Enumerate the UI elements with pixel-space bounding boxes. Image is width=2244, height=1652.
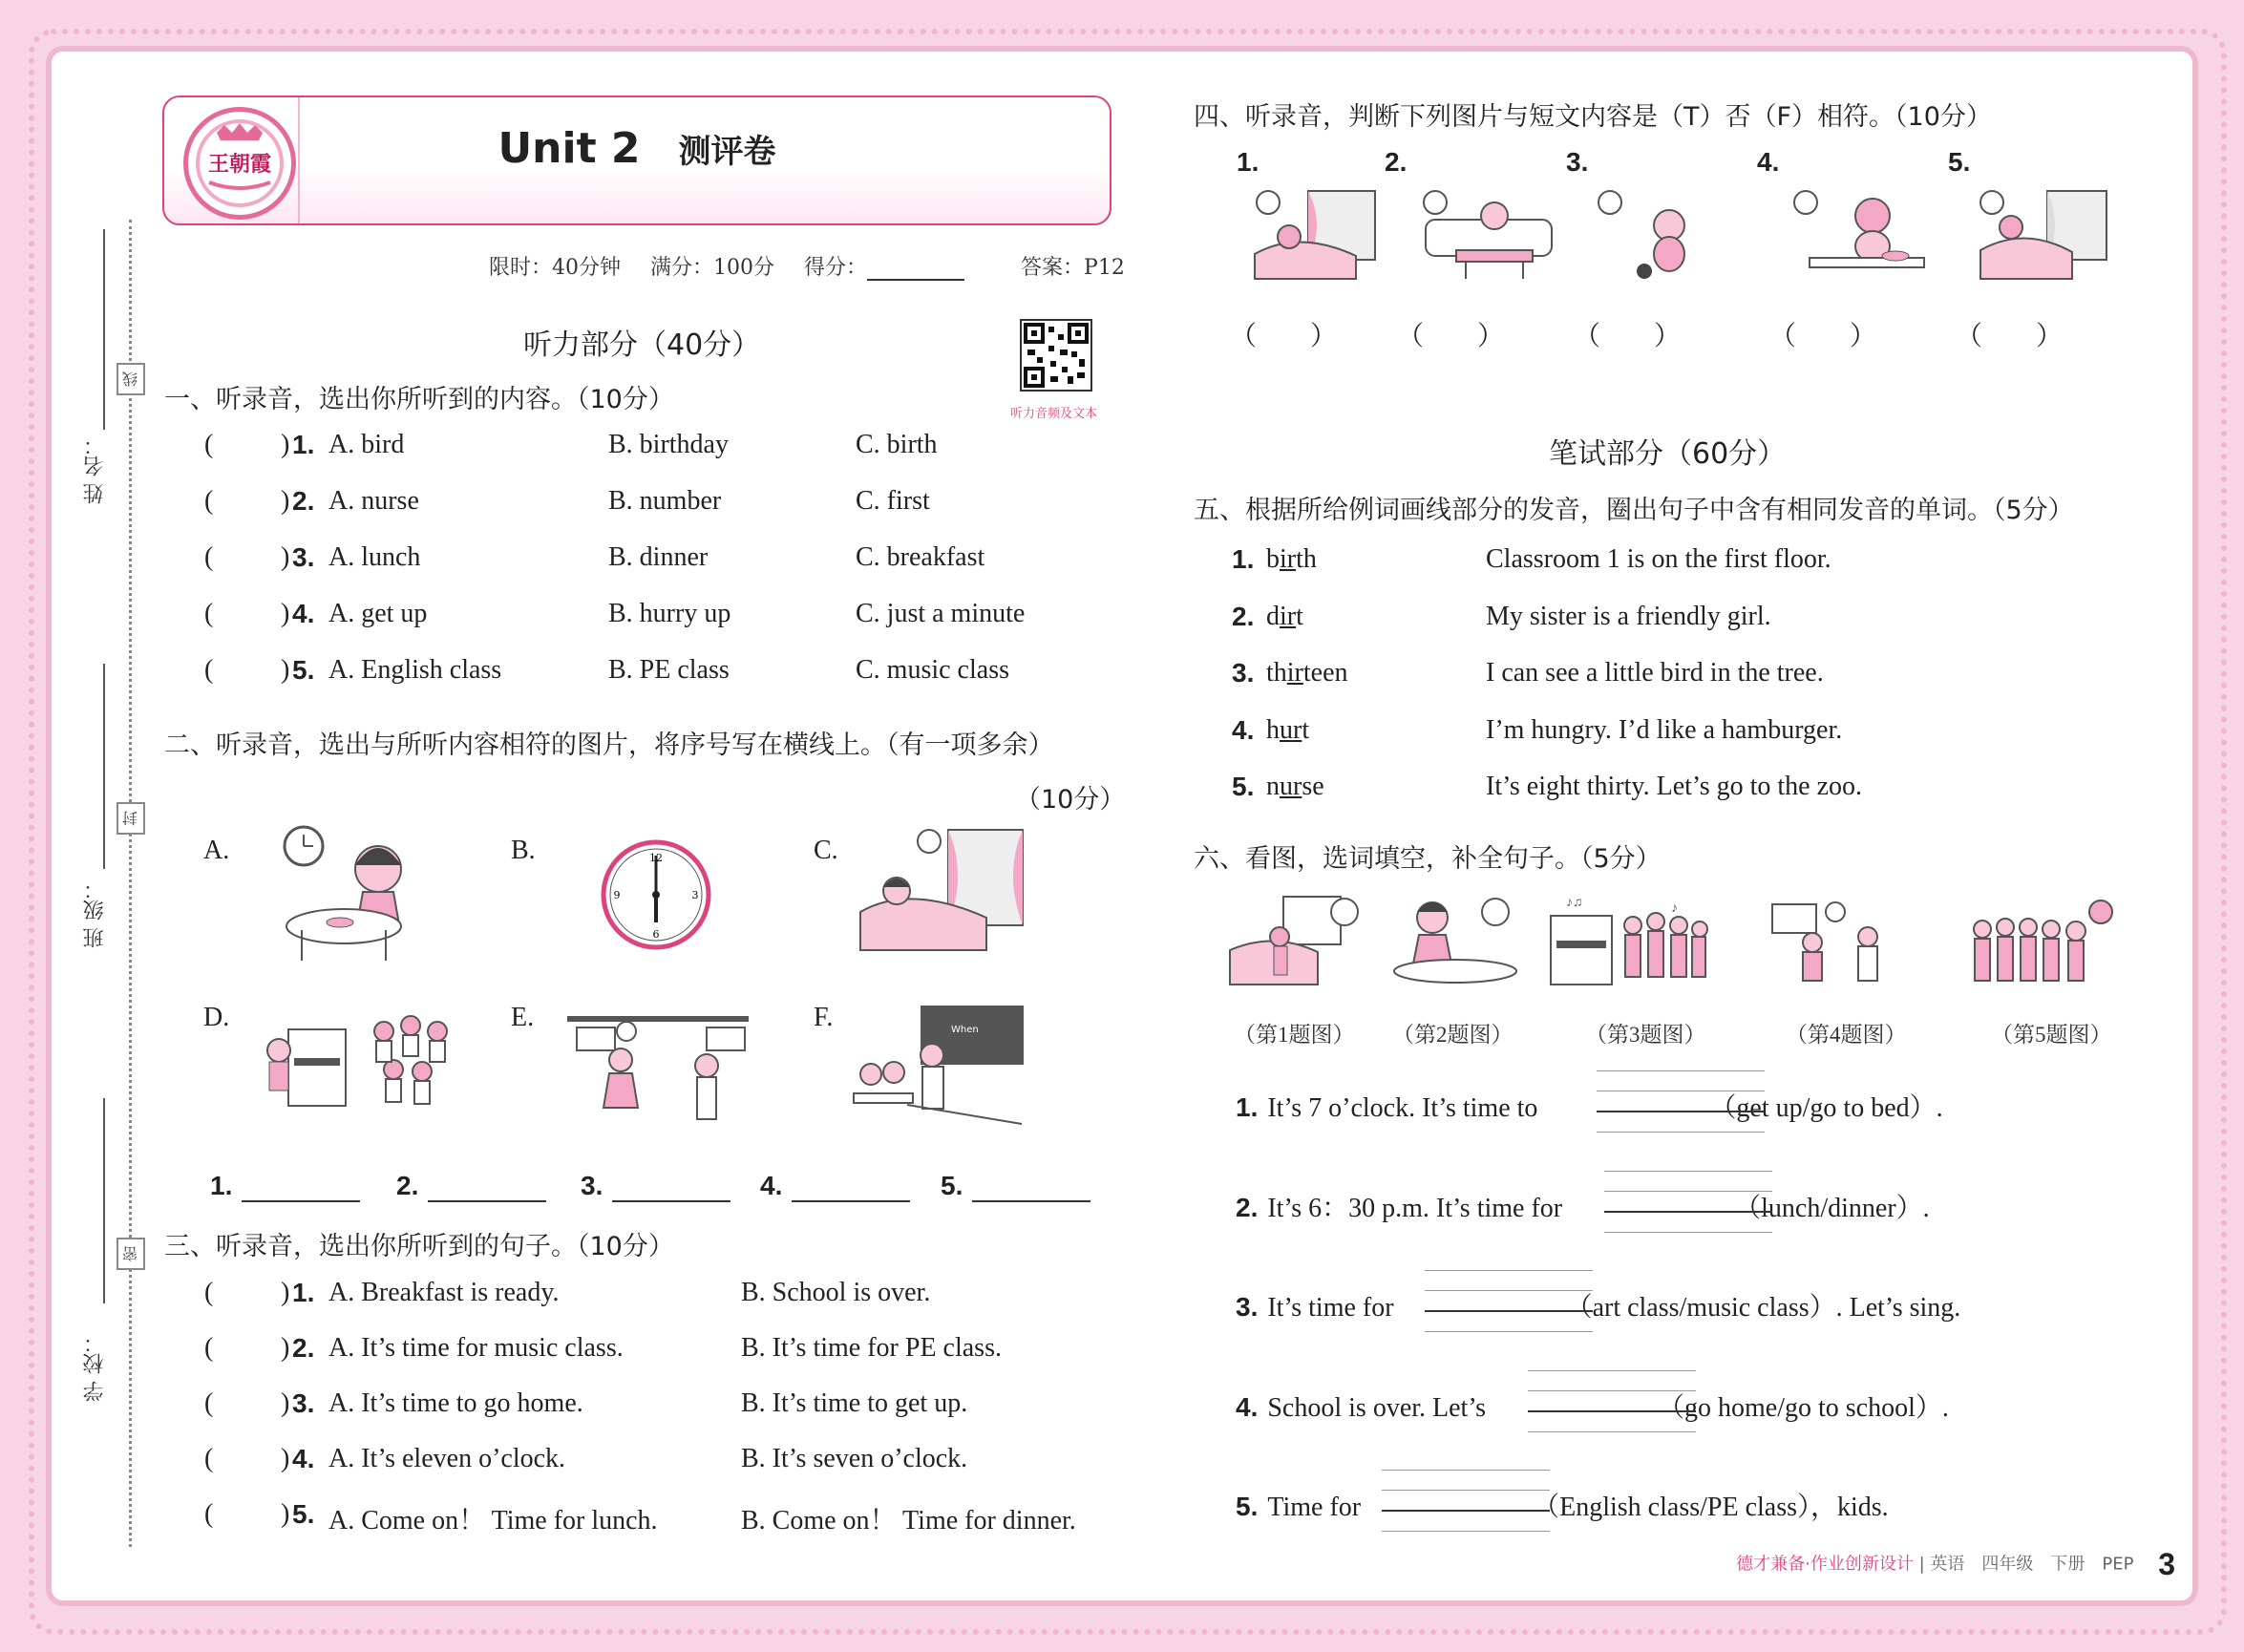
pic-letter-a: A. <box>203 836 230 865</box>
answer-number: 3. <box>581 1171 603 1200</box>
option-b: B. birthday <box>608 430 729 459</box>
pic-letter-f: F. <box>814 1003 834 1032</box>
answer-line[interactable] <box>612 1172 730 1202</box>
question-number: 3. <box>292 1388 315 1418</box>
bear-football-icon <box>1595 187 1738 283</box>
bedroom-window-icon <box>1977 187 2120 283</box>
writing-lines[interactable] <box>1597 1070 1765 1132</box>
tf-answer-paren[interactable]: （ ） <box>1230 322 1338 351</box>
example-word <box>1266 544 1317 575</box>
question-number: 3. <box>1236 1292 1259 1322</box>
section-2-heading: 二、听录音，选出与所听内容相符的图片，将序号写在横线上。（有一项多余） <box>164 731 1054 760</box>
sentence[interactable]: My sister is a friendly girl. <box>1486 601 1771 631</box>
option-a: A. Breakfast is ready. <box>328 1278 560 1307</box>
page-footer <box>1736 1547 2175 1582</box>
option-a: A. bird <box>328 430 405 459</box>
sentence[interactable]: I can see a little bird in the tree. <box>1486 658 1824 688</box>
svg-text:♪♫: ♪♫ <box>1566 896 1583 910</box>
school-label: 学 校： <box>83 1332 107 1402</box>
answer-slot <box>941 1171 1090 1202</box>
answer-paren-close[interactable]: ) <box>281 1333 290 1363</box>
picture-caption: （第3题图） <box>1585 1023 1706 1047</box>
question-number: 1. <box>1236 1092 1259 1122</box>
option-c: C. breakfast <box>856 542 985 572</box>
example-word-prefix: d <box>1266 601 1280 631</box>
tf-answer-paren[interactable]: （ ） <box>1769 322 1877 351</box>
answer-number: 5. <box>941 1171 963 1200</box>
example-word-suffix: t <box>1302 714 1310 745</box>
answer-paren-close[interactable]: ) <box>281 430 290 459</box>
question-number: 4. <box>1236 1391 1259 1422</box>
option-b: B. PE class <box>608 655 730 685</box>
answer-paren-close[interactable]: ) <box>281 1499 290 1529</box>
sentence-start: It’s 6：30 p.m. It’s time for <box>1267 1193 1563 1223</box>
option-b: B. It’s time to get up. <box>741 1388 968 1418</box>
footer-series: 德才兼备·作业创新设计 <box>1736 1554 1914 1575</box>
writing-lines[interactable] <box>1425 1270 1593 1331</box>
answer-paren-close[interactable]: ) <box>281 1444 290 1473</box>
option-c: C. first <box>856 486 930 516</box>
question-number: 3. <box>292 542 315 572</box>
sentence[interactable]: Classroom 1 is on the first floor. <box>1486 544 1831 574</box>
example-word-underlined: ir <box>1280 601 1297 631</box>
svg-text:王朝霞: 王朝霞 <box>207 152 272 177</box>
example-word-prefix: n <box>1266 772 1280 801</box>
page-title <box>164 124 1110 173</box>
answer-paren-open[interactable]: ( <box>204 1333 214 1363</box>
answer-paren-open[interactable]: ( <box>204 486 214 516</box>
full-score: 满分：100分 <box>650 256 774 280</box>
example-word-underlined: ur <box>1280 714 1302 745</box>
answer-number: 4. <box>760 1171 783 1200</box>
example-word-suffix: t <box>1296 601 1303 631</box>
sentence-start: Time for <box>1267 1493 1362 1522</box>
example-word-prefix: th <box>1266 658 1287 688</box>
answer-slot <box>581 1171 730 1202</box>
option-b: B. number <box>608 486 722 516</box>
picture-number: 3. <box>1566 147 1589 177</box>
binding-line <box>129 220 132 1547</box>
section-6-picture <box>1547 893 1709 998</box>
section-6-heading: 六、看图，选词填空，补全句子。（5分） <box>1194 844 1662 874</box>
sentence[interactable]: It’s eight thirty. Let’s go to the zoo. <box>1486 772 1863 801</box>
option-a: A. English class <box>328 655 502 685</box>
question-number: 2. <box>1236 1192 1259 1222</box>
sentence[interactable]: I’m hungry. I’d like a hamburger. <box>1486 714 1843 745</box>
option-b: B. Come on！ Time for dinner. <box>741 1506 1076 1536</box>
sentence-end: （go home/go to school）. <box>1658 1392 1949 1423</box>
example-word-suffix: th <box>1296 544 1317 574</box>
picture-caption: （第5题图） <box>1991 1023 2112 1047</box>
sentence-end: （get up/go to bed）. <box>1709 1093 1943 1123</box>
option-a: A. It’s eleven o’clock. <box>328 1444 566 1473</box>
writing-lines[interactable] <box>1382 1470 1550 1531</box>
example-word-suffix: se <box>1302 772 1324 801</box>
class-label: 班 级： <box>83 879 107 948</box>
answer-paren-open[interactable]: ( <box>204 1499 214 1529</box>
sentence-end: （art class/music class）. Let’s sing. <box>1565 1293 1961 1323</box>
pic-e-hallway <box>563 1003 754 1127</box>
answer-paren-open[interactable]: ( <box>204 1388 214 1418</box>
example-word <box>1266 772 1324 802</box>
svg-text:♪: ♪ <box>1671 901 1678 916</box>
answer-paren-open[interactable]: ( <box>204 655 214 685</box>
sentence-end: （lunch/dinner）. <box>1734 1193 1930 1223</box>
answer-paren-close[interactable]: ) <box>281 486 290 516</box>
option-a: A. It’s time for music class. <box>328 1333 624 1363</box>
question-number: 2. <box>1232 601 1255 631</box>
answer-paren-open[interactable]: ( <box>204 1278 214 1307</box>
answer-slot <box>396 1171 546 1202</box>
option-c: C. music class <box>856 655 1009 685</box>
example-word-underlined: ir <box>1286 658 1303 688</box>
title-banner <box>162 95 1111 225</box>
binding-mark-feng: 封 <box>116 802 145 835</box>
example-word-underlined: ir <box>1280 544 1297 574</box>
answer-paren-open[interactable]: ( <box>204 599 214 628</box>
question-number: 5. <box>292 655 315 685</box>
question-number: 4. <box>292 1444 315 1473</box>
page-number: 3 <box>2158 1547 2175 1581</box>
pic-c-bedroom <box>853 826 1027 958</box>
sentence-start: It’s time for <box>1267 1293 1394 1323</box>
answer-number: 2. <box>396 1171 419 1200</box>
example-word <box>1266 715 1309 746</box>
qr-caption: 听力音频及文本 <box>1010 407 1098 421</box>
option-b: B. dinner <box>608 542 709 572</box>
answer-paren-close[interactable]: ) <box>281 599 290 628</box>
sentence-end: （English class/PE class），kids. <box>1533 1493 1889 1522</box>
answer-number: 1. <box>210 1171 233 1200</box>
example-word-prefix: h <box>1266 714 1280 745</box>
answer-line[interactable] <box>428 1172 546 1202</box>
bear-eating-icon <box>1790 187 1934 283</box>
fill-in-sentence <box>1236 1087 1943 1125</box>
option-b: B. hurry up <box>608 599 731 628</box>
class-line <box>103 664 105 869</box>
answer-line[interactable] <box>792 1172 910 1202</box>
answer-slot <box>210 1171 360 1202</box>
picture-caption: （第4题图） <box>1786 1023 1907 1047</box>
answer-paren-open[interactable]: ( <box>204 542 214 572</box>
answer-line[interactable] <box>972 1172 1090 1202</box>
question-number: 2. <box>292 1333 315 1363</box>
picture-number: 5. <box>1948 147 1971 177</box>
footer-subject: | 英语 四年级 下册 PEP <box>1918 1554 2134 1575</box>
section-3-heading: 三、听录音，选出你所听到的句子。（10分） <box>164 1232 674 1261</box>
score-label: 得分： <box>804 256 868 280</box>
score-field[interactable] <box>867 279 964 281</box>
option-a: A. It’s time to go home. <box>328 1388 583 1418</box>
svg-text:12: 12 <box>649 852 663 864</box>
answer-paren-close[interactable]: ) <box>281 542 290 572</box>
answer-paren-open[interactable]: ( <box>204 1444 214 1473</box>
tf-answer-paren[interactable]: （ ） <box>1574 322 1682 351</box>
tf-answer-paren[interactable]: （ ） <box>1397 322 1505 351</box>
writing-heading: 笔试部分（60分） <box>1549 437 1787 471</box>
time-limit: 限时：40分钟 <box>489 256 621 280</box>
name-label: 姓 名： <box>83 434 107 504</box>
section-6-picture <box>1226 893 1367 998</box>
option-a: A. nurse <box>328 486 419 516</box>
option-a: A. get up <box>328 599 428 628</box>
question-number: 2. <box>292 486 315 516</box>
option-b: B. School is over. <box>741 1278 931 1307</box>
qr-code-icon <box>1022 321 1090 390</box>
example-word <box>1266 658 1348 688</box>
pic-letter-e: E. <box>511 1003 535 1032</box>
test-name: 测评卷 <box>678 133 776 171</box>
answer-paren-close[interactable]: ) <box>281 1388 290 1418</box>
option-b: B. It’s time for PE class. <box>741 1333 1002 1363</box>
question-number: 1. <box>1232 544 1255 574</box>
pic-b-clock <box>600 838 712 951</box>
svg-text:9: 9 <box>613 889 621 901</box>
fill-in-sentence <box>1236 1187 1930 1225</box>
answer-paren-close[interactable]: ) <box>281 1278 290 1307</box>
answer-paren-open[interactable]: ( <box>204 430 214 459</box>
option-a: A. Come on！ Time for lunch. <box>328 1506 658 1536</box>
writing-lines[interactable] <box>1604 1171 1772 1232</box>
option-c: C. birth <box>856 430 938 459</box>
question-number: 5. <box>292 1499 315 1529</box>
pic-f-classroom <box>850 998 1027 1127</box>
picture-caption: （第1题图） <box>1234 1023 1355 1047</box>
pic-letter-d: D. <box>203 1003 230 1032</box>
svg-text:3: 3 <box>691 889 699 901</box>
picture-caption: （第2题图） <box>1392 1023 1514 1047</box>
question-number: 5. <box>1232 772 1255 801</box>
question-number: 1. <box>292 1278 315 1307</box>
section-5-heading: 五、根据所给例词画线部分的发音，圈出句子中含有相同发音的单词。（5分） <box>1194 496 2074 525</box>
binding-mark-mi: 密 <box>116 1238 145 1270</box>
listening-heading: 听力部分（40分） <box>523 328 761 362</box>
example-word-underlined: ur <box>1280 772 1302 801</box>
fill-in-sentence <box>1236 1486 1889 1524</box>
question-number: 4. <box>292 599 315 628</box>
example-word-suffix: teen <box>1302 658 1348 688</box>
picture-number: 2. <box>1385 147 1408 177</box>
fill-in-sentence <box>1236 1286 1960 1324</box>
tf-answer-paren[interactable]: （ ） <box>1956 322 2064 351</box>
question-number: 3. <box>1232 658 1255 688</box>
svg-text:6: 6 <box>652 928 660 941</box>
name-line <box>103 229 105 430</box>
section-1-heading: 一、听录音，选出你所听到的内容。（10分） <box>164 385 674 414</box>
example-word <box>1266 602 1303 632</box>
unit-title: Unit 2 <box>497 124 641 173</box>
option-a: A. lunch <box>328 542 421 572</box>
question-number: 1. <box>292 430 315 459</box>
question-number: 5. <box>1236 1492 1259 1521</box>
sofa-bear-icon <box>1418 187 1561 283</box>
pic-d-music <box>250 1003 468 1127</box>
answer-ref: 答案：P12 <box>1021 256 1125 280</box>
picture-number: 4. <box>1757 147 1780 177</box>
bedroom-icon <box>1251 187 1394 283</box>
option-c: C. just a minute <box>856 599 1026 628</box>
qr-code[interactable] <box>1020 319 1092 392</box>
section-2-score: （10分） <box>1015 785 1126 815</box>
example-word-prefix: b <box>1266 544 1280 574</box>
sentence-start: It’s 7 o’clock. It’s time to <box>1267 1093 1538 1123</box>
answer-line[interactable] <box>242 1172 360 1202</box>
writing-lines[interactable] <box>1528 1370 1696 1431</box>
exam-meta <box>489 251 1125 281</box>
binding-mark-xian: 线 <box>116 363 145 395</box>
option-b: B. It’s seven o’clock. <box>741 1444 968 1473</box>
picture-number: 1. <box>1237 147 1260 177</box>
question-number: 4. <box>1232 714 1255 745</box>
section-6-picture <box>1768 893 1919 998</box>
section-6-picture <box>1967 893 2122 998</box>
svg-text:When: When <box>951 1025 979 1035</box>
pic-a-girl-eating <box>283 821 426 963</box>
sentence-start: School is over. Let’s <box>1267 1392 1487 1423</box>
section-6-picture <box>1388 893 1526 998</box>
pic-letter-b: B. <box>511 836 536 865</box>
pic-letter-c: C. <box>814 836 838 865</box>
answer-slot <box>760 1171 910 1202</box>
section-4-heading: 四、听录音，判断下列图片与短文内容是（T）否（F）相符。（10分） <box>1194 102 1992 132</box>
answer-paren-close[interactable]: ) <box>281 655 290 685</box>
school-line <box>103 1098 105 1303</box>
